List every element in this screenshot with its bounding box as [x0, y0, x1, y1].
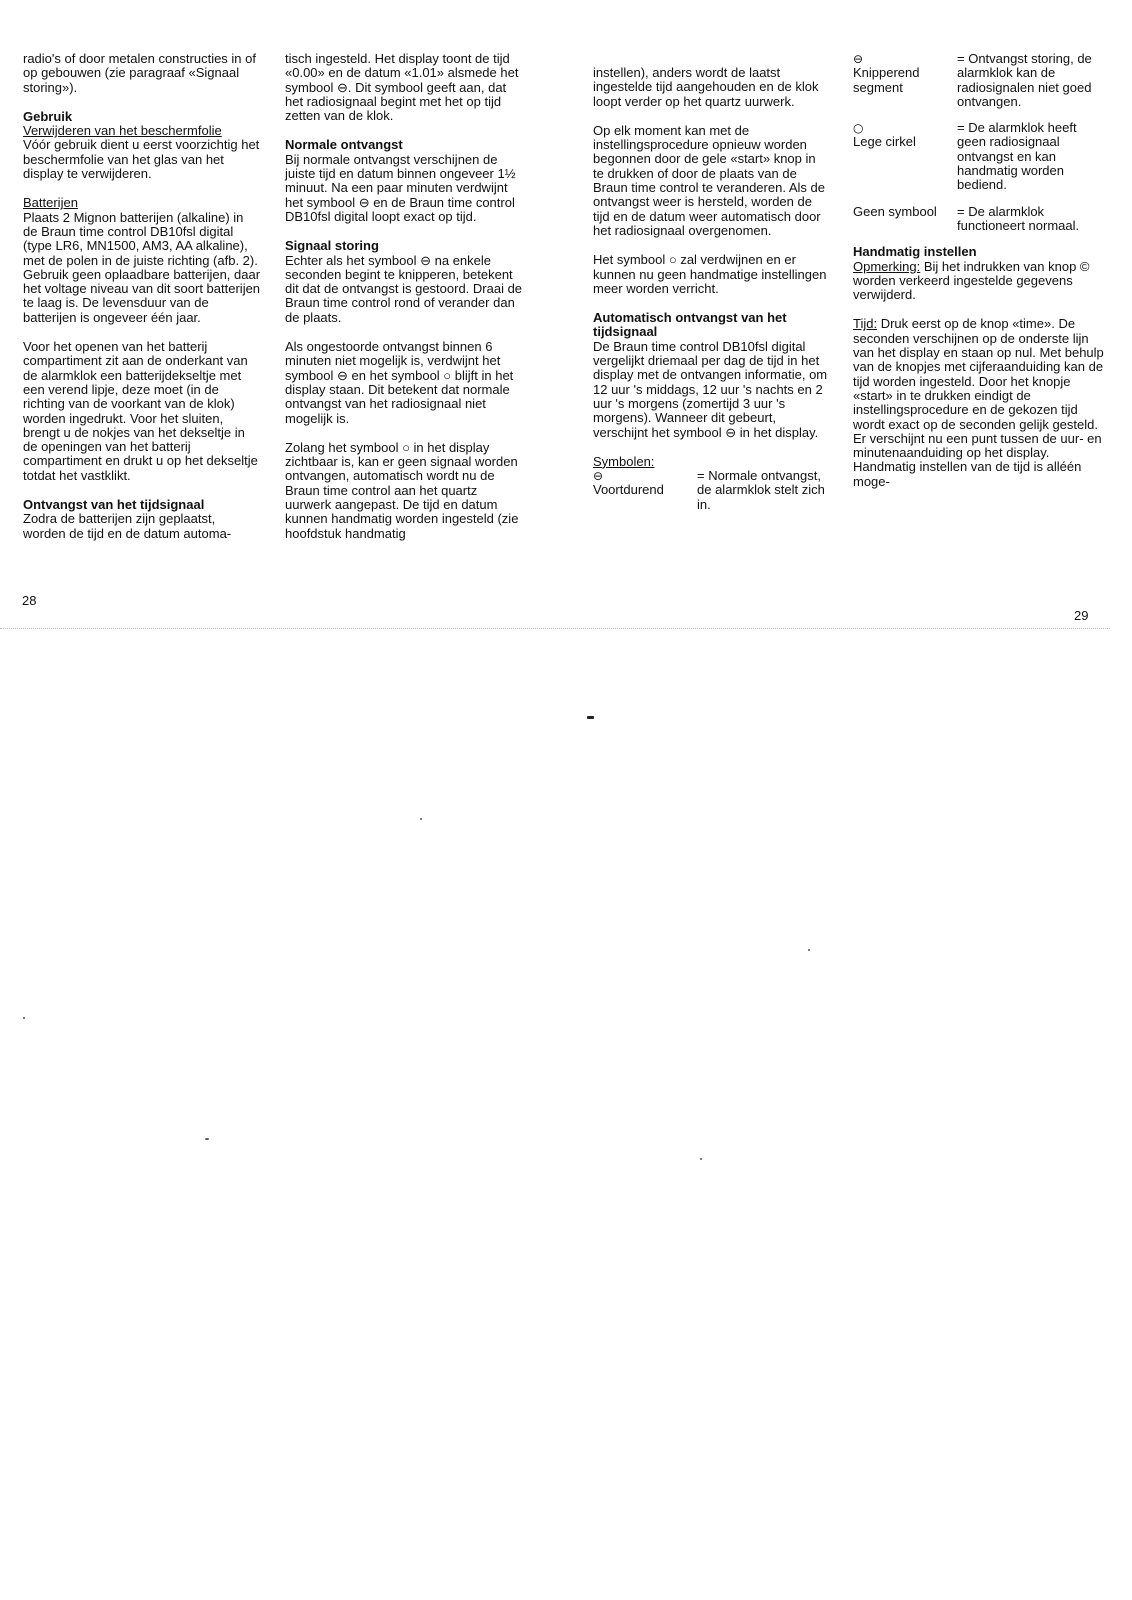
- reception-symbol-icon: ⊖: [853, 52, 864, 66]
- symbol-table: [853, 121, 1107, 192]
- column-3: [593, 66, 829, 524]
- symbol-row: [593, 469, 829, 512]
- symbol-name: Geen symbool: [853, 203, 937, 219]
- symbol-row: [853, 121, 1107, 192]
- section-handmatig: [853, 245, 1107, 302]
- symbol-table: [593, 469, 829, 512]
- paragraph: radio's of door metalen constructies in of op gebouwen (zie paragraaf «Signaal storing»).: [23, 51, 256, 95]
- symbol-desc: = De alarmklok heeft geen radiosignaal ontvangst en kan handmatig worden bediend.: [957, 120, 1077, 193]
- heading-ontvangst: Ontvangst van het tijdsignaal: [23, 497, 205, 513]
- heading-handmatig: Handmatig instellen: [853, 244, 977, 260]
- symbol-desc: = Normale ontvangst, de alarmklok stelt zich in.: [697, 468, 825, 512]
- heading-storing: Signaal storing: [285, 238, 379, 254]
- paragraph-tijd: Druk eerst op de knop «time». De seconden verschijnen op de onderste lijn van het display en staan op nul. Met behulp van de knopjes met cijferaanduiding kan de tijd worden ingesteld. Door het knopje «start» in te drukken eindigt de instellingsprocedure en de gekozen tijd wordt exact op de seconden gelijk gesteld. Er verschijnt nu een punt tussen de uur- en minutenaanduiding op het display. Handmatig instellen van de tijd is alléén moge-: [853, 316, 1104, 489]
- paragraph: Het symbool ○ zal verdwijnen en er kunnen nu geen handmatige instellingen meer worden verricht.: [593, 252, 827, 296]
- scan-speck: [700, 1158, 702, 1160]
- paragraph-zolang: Zolang het symbool ○ in het display zichtbaar is, kan er geen signaal worden ontvangen, automatisch wordt nu de Braun time control aan het quartz uurwerk aangepast. De tijd en datum kunnen handmatig worden ingesteld (zie hoofdstuk handmatig: [285, 439, 519, 541]
- heading-auto: Automatisch ontvangst van het tijdsignaal: [593, 310, 787, 340]
- empty-circle-icon: ○: [853, 121, 864, 136]
- section-storing: [285, 239, 523, 325]
- paragraph-storing: Echter als het symbool ⊖ na enkele seconden begint te knipperen, betekent dit dat de ontvangst is gestoord. Draai de Braun time control rond of verander dan de plaats.: [285, 252, 523, 325]
- subheading-tijd: Tijd:: [853, 316, 878, 332]
- symbol-row: [853, 52, 1107, 109]
- symbol-desc: = Ontvangst storing, de alarmklok kan de radiosignalen niet goed ontvangen.: [957, 51, 1092, 109]
- symbol-name: Voortdurend: [593, 482, 664, 498]
- section-gebruik: [23, 110, 261, 181]
- symbolen-block: [593, 455, 829, 512]
- section-auto: [593, 311, 829, 440]
- paragraph: tisch ingesteld. Het display toont de tijd «0.00» en de datum «1.01» alsmede het symbool ⊖. Dit symbool geeft aan, dat het radiosignaal begint met het op tijd zetten van de klok.: [285, 51, 519, 124]
- section-tijd: [853, 317, 1107, 489]
- symbol-table: [853, 52, 1107, 109]
- subheading-symbolen: Symbolen:: [593, 453, 655, 469]
- subheading-folie: Verwijderen van het beschermfolie: [23, 123, 222, 139]
- paragraph-auto: De Braun time control DB10fsl digital vergelijkt driemaal per dag de tijd in het display met de ontvangen informatie, om 12 uur 's middags, 12 uur 's nachts en 2 uur 's morgens (zomertijd 3 uur 's morgens). Wanneer dit gebeurt, verschijnt het symbool ⊖ in het display.: [593, 338, 828, 440]
- paragraph: instellen), anders wordt de laatst ingestelde tijd aangehouden en de klok loopt verder op het quartz uurwerk.: [593, 65, 819, 109]
- symbol-name: Knipperend: [853, 65, 920, 81]
- symbol-name: segment: [853, 79, 903, 95]
- subheading-batterijen: Batterijen: [23, 195, 78, 211]
- paragraph-folie: Vóór gebruik dient u eerst voorzichtig het beschermfolie van het glas van het display te verwijderen.: [23, 137, 260, 182]
- subheading-opmerking: Opmerking:: [853, 258, 921, 274]
- scan-speck: [587, 716, 594, 719]
- column-2: [285, 52, 523, 556]
- symbol-name: Lege cirkel: [853, 134, 916, 150]
- paragraph-openen: Voor het openen van het batterij compartiment zit aan de onderkant van de alarmklok een batterijdekseltje met een verend lipje, deze moet (in de richting van de voorkant van de klok) worden ingedrukt. Voor het sluiten, brengt u de nokjes van het dekseltje in de openingen van het batterij compartiment en drukt u op het dekseltje totdat het vastklikt.: [23, 339, 258, 483]
- symbol-row: [853, 205, 1107, 234]
- section-normale: [285, 138, 523, 224]
- heading-normale: Normale ontvangst: [285, 137, 403, 153]
- paragraph-ontvangst: Zodra de batterijen zijn geplaatst, worden de tijd en de datum automa-: [23, 511, 232, 541]
- heading-gebruik: Gebruik: [23, 108, 73, 124]
- paragraph-normale: Bij normale ontvangst verschijnen de juiste tijd en datum binnen ongeveer 1½ minuut. Na een paar minuten verdwijnt het symbool ⊖ en de Braun time control DB10fsl digital loopt exact op tijd.: [285, 151, 516, 224]
- paragraph: Op elk moment kan met de instellingsprocedure opnieuw worden begonnen door de gele «start» knop in te drukken of door de plaats van de Braun time control te veranderen. Als de ontvangst weer is hersteld, worden de tijd en de datum weer automatisch door het radiosignaal overgenomen.: [593, 122, 825, 238]
- section-ontvangst: [23, 498, 261, 541]
- column-1: [23, 52, 261, 556]
- paragraph-ongestoorde: Als ongestoorde ontvangst binnen 6 minuten niet mogelijk is, verdwijnt het symbool ⊖ en het symbool ○ blijft in het display staan. Dit betekent dat normale ontvangst van het radiosignaal niet mogelijk is.: [285, 339, 514, 426]
- page-divider: [0, 628, 1110, 629]
- reception-symbol-icon: ⊖: [593, 469, 604, 484]
- symbol-table: [853, 205, 1107, 234]
- scan-speck: [23, 1017, 25, 1019]
- column-4: [853, 52, 1107, 504]
- section-batterijen: [23, 196, 261, 325]
- page-number-right: 29: [1074, 608, 1089, 623]
- scan-speck: [808, 949, 810, 951]
- symbol-desc: = De alarmklok functioneert normaal.: [957, 203, 1080, 233]
- paragraph-batterijen: Plaats 2 Mignon batterijen (alkaline) in de Braun time control DB10fsl digital (type LR6, MN1500, AM3, AA alkaline), met de polen in de juiste richting (afb. 2). Gebruik geen oplaadbare batterijen, daar het voltage niveau van dit soort batterijen te laag is. De levensduur van de batterijen is ongeveer één jaar.: [23, 209, 261, 325]
- paragraph-opmerking: Bij het indrukken van knop © worden verkeerd ingestelde gegevens verwijderd.: [853, 258, 1090, 303]
- scan-speck: [420, 818, 422, 820]
- page-number-left: 28: [22, 593, 37, 608]
- scan-speck: [205, 1138, 209, 1140]
